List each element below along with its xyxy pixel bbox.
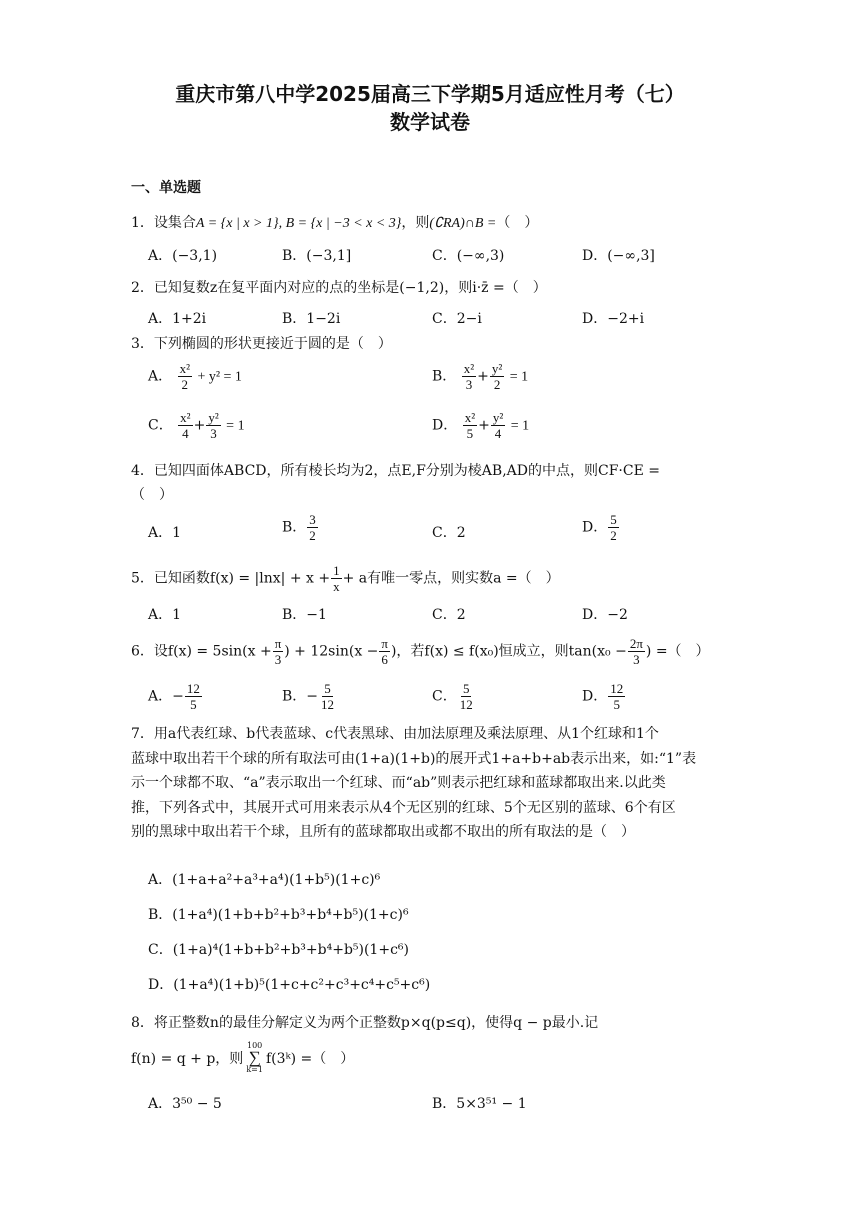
option-c: C． $\frac{5}{12}$ <box>432 681 473 712</box>
fraction: $\frac{12}{5}$ <box>186 681 200 712</box>
question-math: (∁RA)∩B = <box>429 216 497 231</box>
answer-blank: （ ） <box>496 215 539 231</box>
option-d: D．−2+i <box>582 311 645 327</box>
question-line: 蓝球中取出若干个球的所有取法可由(1+a)(1+b)的展开式1+a+b+ab表示出来，如:“1”表 <box>131 750 697 767</box>
question-text: 下列椭圆的形状更接近于圆的是（ ） <box>153 336 392 352</box>
fraction: $\frac{12}{5}$ <box>610 681 624 712</box>
question-number: 8． <box>131 1015 154 1031</box>
question-number: 1． <box>131 215 154 231</box>
fraction: $\frac{5}{12}$ <box>459 681 473 712</box>
question-4-continued: （ ） <box>131 487 173 503</box>
option-b: B．(−3,1] <box>282 248 352 264</box>
question-number: 2． <box>131 280 154 296</box>
question-text: ，则 <box>401 215 430 231</box>
question-line: 别的黑球中取出若干个球，且所有的蓝球都取出或都不取出的所有取法的是（ ） <box>131 824 635 840</box>
fraction: $\frac{2\pi}{3}$ <box>629 636 643 667</box>
option-d: D． $\frac{5}{2}$ <box>582 512 617 543</box>
fraction: $\frac{\text{y²}}{3}$ <box>208 410 219 441</box>
question-2 <box>131 277 547 297</box>
option-c: C．2−i <box>432 311 482 327</box>
question-text: 已知复数z在复平面内对应的点的坐标是(−1,2)，则i·z̄ =（ ） <box>153 280 547 296</box>
option-c: C．2 <box>432 607 466 623</box>
fraction: $\frac{\text{x²}}{4}$ <box>180 410 191 441</box>
option-a: A．1 <box>148 525 182 541</box>
question-number: 7． <box>131 726 154 742</box>
option-d: D． $\frac{\text{x²}}{5}$ + $\frac{\text{y²}}{4}$ = 1 <box>432 410 530 441</box>
question-1 <box>131 212 538 232</box>
section-heading: 一、单选题 <box>131 180 201 196</box>
option-b: B． $\frac{3}{2}$ <box>282 512 316 543</box>
option-a: A．(−3,1) <box>148 248 218 264</box>
question-line: 示一个球都不取、“a”表示取出一个红球、而“ab”则表示把红球和蓝球都取出来.以此类 <box>131 775 666 791</box>
option-a: A．(1+a+a²+a³+a⁴)(1+b⁵)(1+c)⁶ <box>148 872 381 888</box>
option-b: B．1−2i <box>282 311 341 327</box>
option-b: B．− $\frac{5}{12}$ <box>282 681 335 712</box>
option-a: A．− $\frac{12}{5}$ <box>148 681 200 712</box>
question-line: 7．用a代表红球、b代表蓝球、c代表黑球、由加法原理及乘法原理、从1个红球和1个 <box>131 726 659 742</box>
summation: 100 ∑ k=1 <box>246 1041 263 1074</box>
fraction: $\frac{\text{y²}}{4}$ <box>492 410 504 441</box>
option-b: B． $\frac{\text{x²}}{3}$ + $\frac{\text{y²}}{2}$ = 1 <box>432 361 529 392</box>
fraction: $\frac{\text{y²}}{2}$ <box>491 361 503 392</box>
fraction: $\frac{\text{x²}}{5}$ <box>464 410 476 441</box>
question-text: ) + 12sin(x − <box>284 643 379 660</box>
fraction: $\frac{\text{x²}}{3}$ <box>463 361 475 392</box>
option-c: C．(−∞,3) <box>432 248 505 264</box>
fraction: $\frac{3}{2}$ <box>309 512 316 543</box>
option-a: A．1+2i <box>148 311 207 327</box>
option-d: D．(1+a⁴)(1+b)⁵(1+c+c²+c³+c⁴+c⁵+c⁶) <box>148 977 431 993</box>
option-d: D． $\frac{12}{5}$ <box>582 681 624 712</box>
question-3 <box>131 333 392 353</box>
question-number: 5． <box>131 570 154 587</box>
exam-subtitle: 数学试卷 <box>390 110 470 134</box>
question-number: 3． <box>131 336 154 352</box>
fraction: $\frac{\text{x²}}{2}$ <box>179 361 190 392</box>
option-c: C．2 <box>432 525 466 541</box>
question-text: 设集合 <box>153 215 196 231</box>
fraction: $\frac{1}{x}$ <box>333 563 340 594</box>
question-text: 设f(x) = 5sin(x + <box>153 643 272 660</box>
option-a: A．1 <box>148 607 182 623</box>
option-a: A． $\frac{\text{x²}}{2}$ + y² = 1 <box>148 361 242 392</box>
fraction: $\frac{5}{2}$ <box>610 512 617 543</box>
question-7 <box>131 722 713 845</box>
question-8-line2: f(n) = q + p，则 100 ∑ k=1 f(3ᵏ) =（ ） <box>131 1041 355 1074</box>
question-number: 6． <box>131 643 154 660</box>
question-text: )，若f(x) ≤ f(x₀)恒成立，则tan(x₀ − <box>390 643 627 660</box>
question-line: 推，下列各式中，其展开式可用来表示从4个无区别的红球、5个无区别的蓝球、6个有区 <box>131 799 676 816</box>
question-text: 已知四面体ABCD，所有棱长均为2，点E,F分别为棱AB,AD的中点，则CF·CE = <box>153 463 660 479</box>
option-a: A．3⁵⁰ − 5 <box>148 1096 222 1112</box>
question-text: 将正整数n的最佳分解定义为两个正整数p×q(p≤q)，使得q − p最小.记 <box>153 1015 599 1031</box>
option-d: D．(−∞,3] <box>582 248 655 264</box>
option-d: D．−2 <box>582 607 628 623</box>
option-b: B．(1+a⁴)(1+b+b²+b³+b⁴+b⁵)(1+c)⁶ <box>148 907 409 923</box>
option-c: C．(1+a)⁴(1+b+b²+b³+b⁴+b⁵)(1+c⁶) <box>148 942 409 958</box>
question-5 <box>131 563 560 594</box>
question-text: + a有唯一零点，则实数a =（ ） <box>342 570 560 587</box>
question-math: A = {x | x > 1}, B = {x | −3 < x < 3} <box>195 216 402 231</box>
fraction: $\frac{5}{12}$ <box>321 681 335 712</box>
question-8 <box>131 1012 598 1032</box>
option-b: B．−1 <box>282 607 327 623</box>
question-4 <box>131 460 660 480</box>
question-6 <box>131 636 710 667</box>
question-number: 4． <box>131 463 154 479</box>
option-c: C． $\frac{\text{x²}}{4}$ + $\frac{\text{y²}}{3}$ = 1 <box>148 410 245 441</box>
question-text: ) =（ ） <box>645 643 710 660</box>
fraction: $\frac{\pi}{3}$ <box>274 636 282 667</box>
fraction: $\frac{\pi}{6}$ <box>381 636 388 667</box>
option-b: B．5×3⁵¹ − 1 <box>432 1096 527 1112</box>
question-text: 已知函数f(x) = |lnx| + x + <box>153 570 331 587</box>
exam-title: 重庆市第八中学2025届高三下学期5月适应性月考（七） <box>175 82 685 106</box>
